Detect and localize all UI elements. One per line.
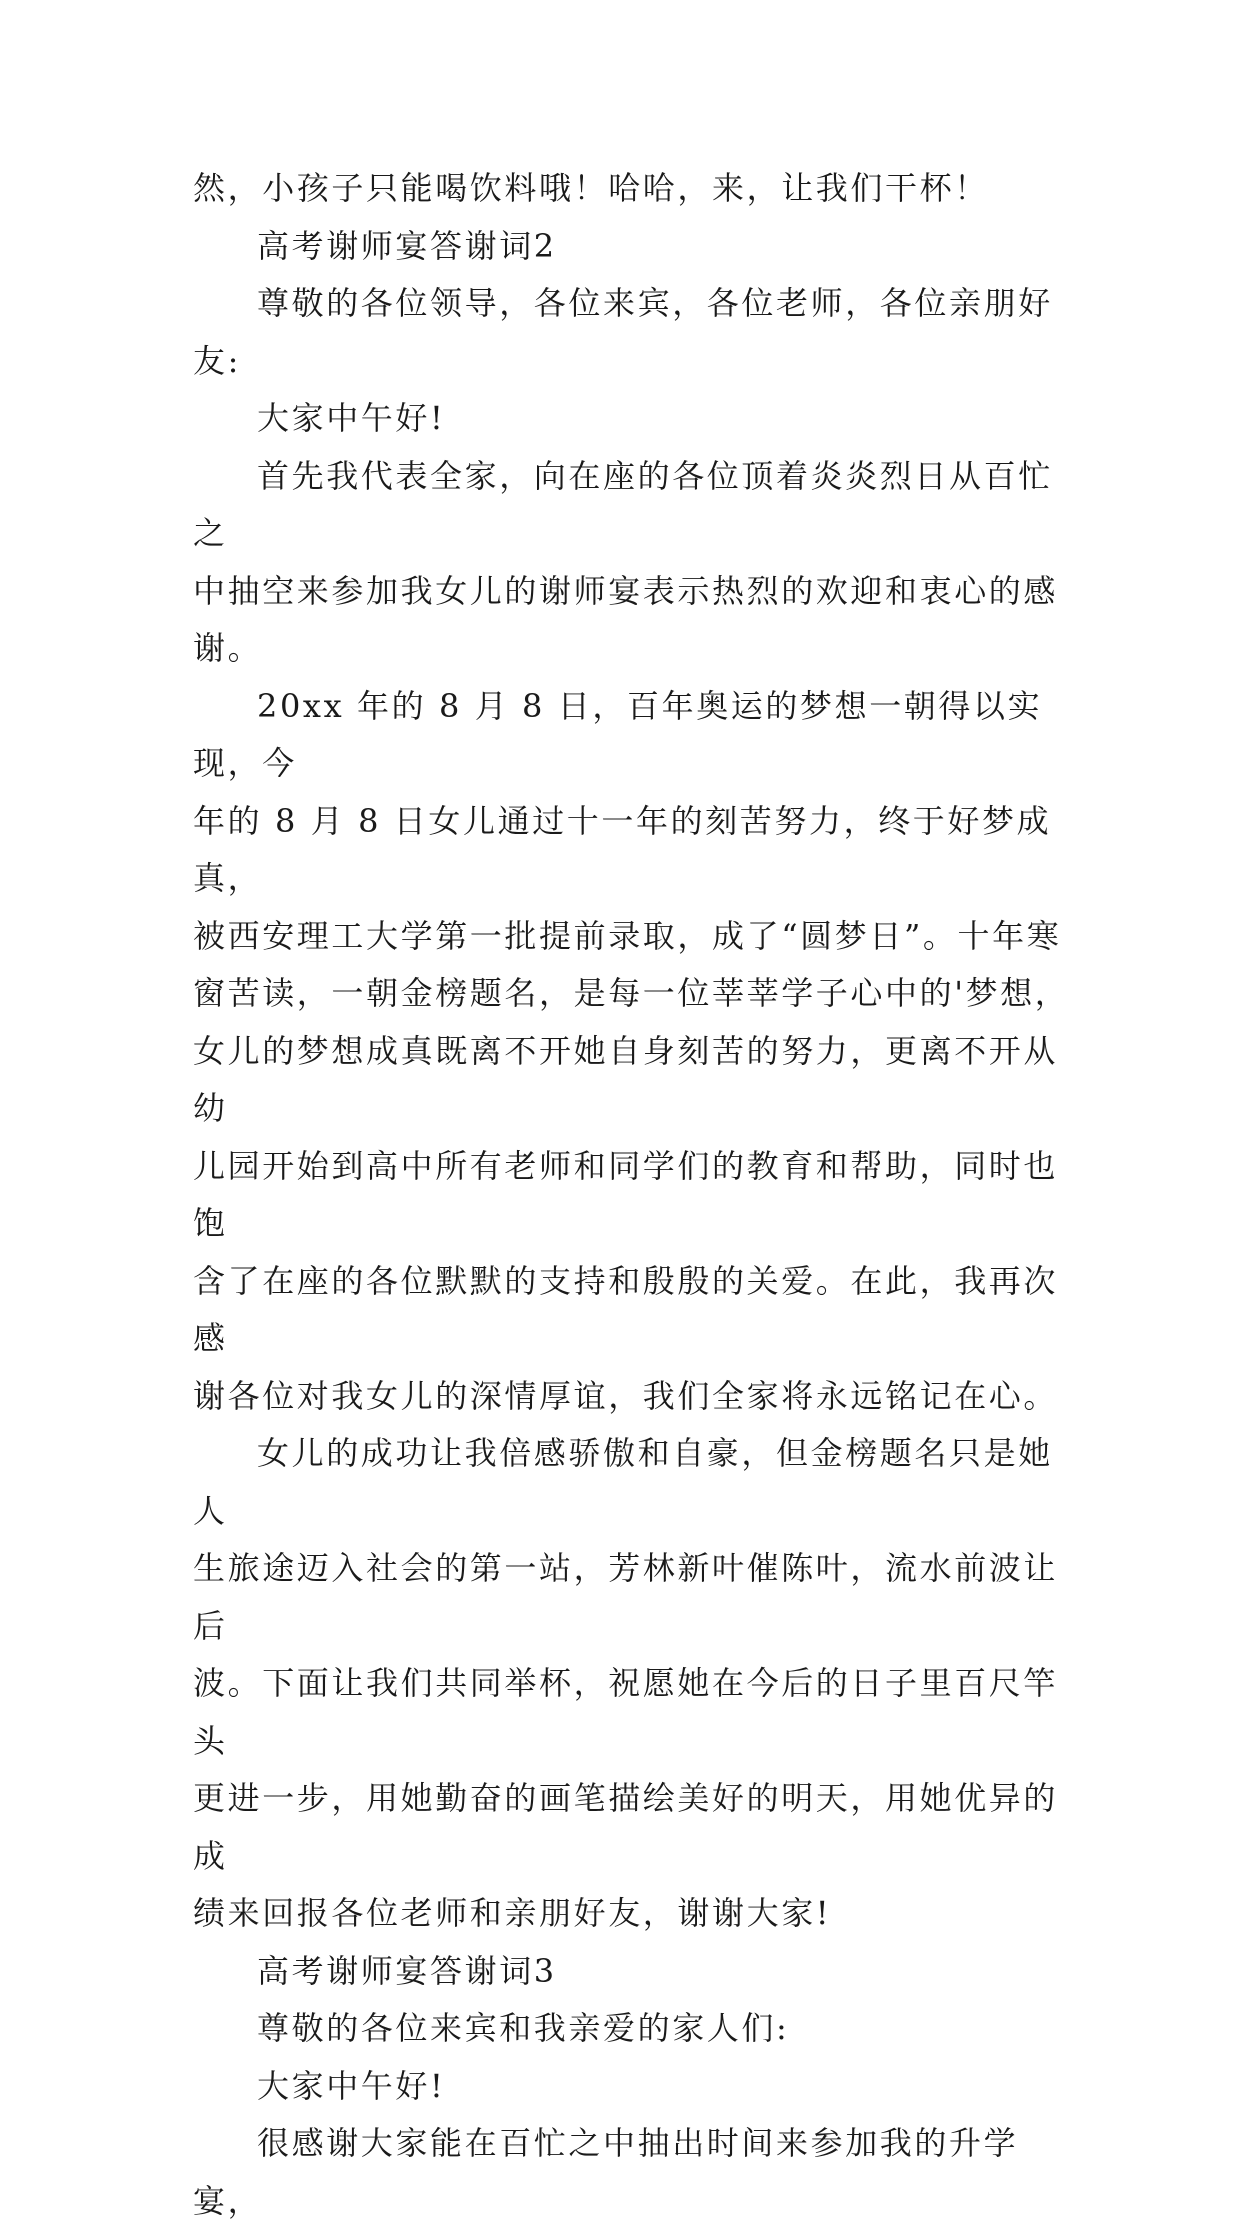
paragraph-toast: 女儿的成功让我倍感骄傲和自豪，但金榜题名只是她人 生旅途迈入社会的第一站，芳林新叶催陈叶，流水前波让后 波。下面让我们共同举杯，祝愿她在今后的日子里百尺竿头 更进一步，用她勤奋的画笔描绘美好的明天，用她优异的成 绩来回报各位老师和亲朋好友，谢谢大家!	[193, 1434, 1059, 1932]
paragraph-opening: 很感谢大家能在百忙之中抽出时间来参加我的升学宴，	[193, 2124, 1019, 2220]
section-heading-2: 高考谢师宴答谢词2	[257, 226, 557, 265]
paragraph-dream: 20xx 年的 8 月 8 日，百年奥运的梦想一朝得以实现，今 年的 8 月 8 日女儿通过十一年的刻苦努力，终于好梦成真， 被西安理工大学第一批提前录取，成了“圆梦日”。十年寒 窗苦读，一朝金榜题名，是每一位莘莘学子心中的'梦想， 女儿的梦想成真既离不开她自身刻苦的努力，更离不开从幼 儿园开始到高中所有老师和同学们的教育和帮助，同时也饱 含了在座的各位默默的支持和殷殷的关爱。在此，我再次感 谢各位对我女儿的深情厚谊，我们全家将永远铭记在心。	[193, 686, 1070, 1415]
paragraph-thanks: 首先我代表全家，向在座的各位顶着炎炎烈日从百忙之 中抽空来参加我女儿的谢师宴表示热烈的欢迎和衷心的感 谢。	[193, 456, 1059, 667]
greeting: 大家中午好!	[257, 399, 446, 437]
greeting-2: 大家中午好!	[257, 2066, 446, 2105]
paragraph-continuation: 然，小孩子只能喝饮料哦！哈哈，来，让我们干杯！	[193, 169, 989, 207]
section-heading-3: 高考谢师宴答谢词3	[257, 1951, 557, 1990]
salutation-2: 尊敬的各位来宾和我亲爱的家人们:	[257, 2009, 790, 2047]
document-body	[193, 160, 1073, 2230]
salutation: 尊敬的各位领导，各位来宾，各位老师，各位亲朋好友:	[193, 284, 1053, 380]
